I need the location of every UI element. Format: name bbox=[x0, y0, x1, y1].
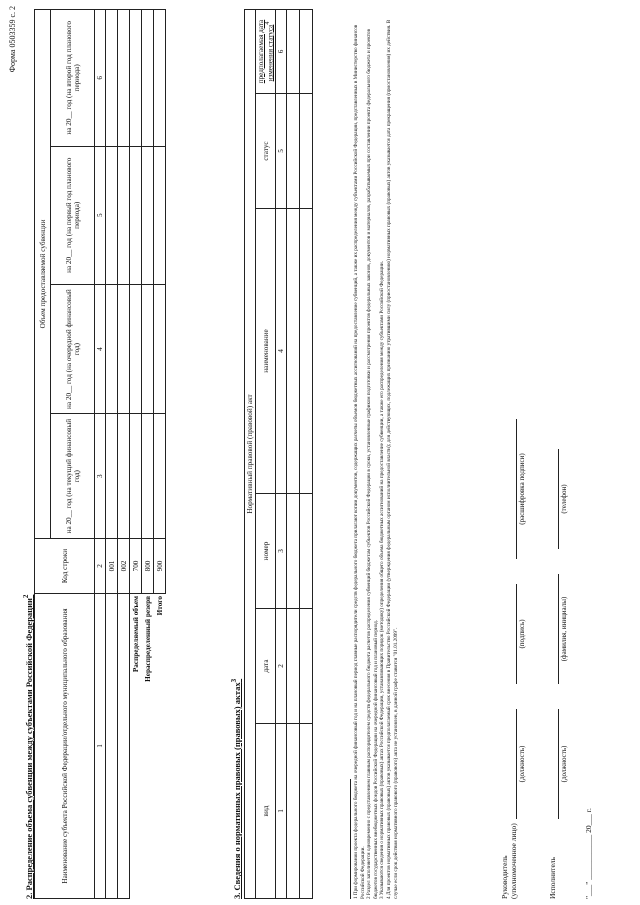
table-row bbox=[130, 10, 142, 899]
cell-empty[interactable] bbox=[142, 414, 154, 539]
table-row bbox=[142, 10, 154, 899]
col-header-code: Код строки bbox=[35, 539, 95, 594]
cell-empty[interactable] bbox=[287, 94, 300, 209]
col-num: 4 bbox=[276, 209, 287, 494]
col-num: 5 bbox=[276, 94, 287, 209]
cell-empty[interactable] bbox=[154, 414, 166, 539]
col-num: 1 bbox=[276, 724, 287, 899]
col-header-year2: на 20__ год (на очередной финансовый год) bbox=[51, 284, 95, 413]
section3-title: 3. Сведения о нормативных правовых (правовых) актах$^3$ bbox=[230, 678, 242, 899]
col-header-group: Нормативный правовой (правовой) акт bbox=[245, 10, 256, 899]
col-num: 3 bbox=[95, 414, 106, 539]
cell-empty[interactable] bbox=[106, 146, 118, 284]
cell-empty[interactable] bbox=[300, 10, 313, 94]
cell-empty[interactable] bbox=[287, 10, 300, 94]
cell-empty[interactable] bbox=[154, 146, 166, 284]
cell-empty[interactable] bbox=[142, 146, 154, 284]
cell-empty[interactable] bbox=[287, 494, 300, 609]
cell-empty[interactable] bbox=[130, 284, 142, 413]
cell-empty[interactable] bbox=[287, 609, 300, 724]
row-code: 700 bbox=[130, 539, 142, 594]
col-num: 6 bbox=[276, 10, 287, 94]
cell-empty[interactable] bbox=[118, 414, 130, 539]
date-line[interactable]: "___" ____________ 20___ г. bbox=[584, 808, 593, 899]
head-label: Руководитель (уполномоченное лицо) bbox=[500, 823, 518, 899]
col-num: 3 bbox=[276, 494, 287, 609]
col-header-year4: на 20__ год (на второй год планового периода) bbox=[51, 10, 95, 147]
col-header-type: вид bbox=[256, 724, 276, 899]
table-row bbox=[118, 10, 130, 899]
cell-empty[interactable] bbox=[300, 609, 313, 724]
col-num: 6 bbox=[95, 10, 106, 147]
section2-title: 2. Распределение объема субвенции между субъектами Российской Федерации$^2$ bbox=[22, 594, 34, 899]
column-number-row bbox=[276, 10, 287, 899]
footnotes bbox=[350, 9, 399, 899]
row-code: 002 bbox=[118, 539, 130, 594]
col-header-name: Наименование субъекта Российской Федерации/отдельного муниципального образования bbox=[35, 594, 95, 899]
cell-empty[interactable] bbox=[130, 414, 142, 539]
cell-empty[interactable] bbox=[300, 94, 313, 209]
caption-signature: (подпись) bbox=[518, 619, 526, 649]
summary-label: Итого bbox=[154, 594, 166, 899]
col-header-number: номер bbox=[256, 494, 276, 609]
cell-empty[interactable] bbox=[118, 284, 130, 413]
row-code: 900 bbox=[154, 539, 166, 594]
col-num: 5 bbox=[95, 146, 106, 284]
head-signature-line[interactable] bbox=[506, 584, 517, 684]
table-row bbox=[154, 10, 166, 899]
form-number: Форма 0503359 с. 2 bbox=[8, 6, 17, 73]
cell-empty[interactable] bbox=[287, 209, 300, 494]
col-header-year1: на 20__ год (на текущий финансовый год) bbox=[51, 414, 95, 539]
col-num: 1 bbox=[95, 594, 106, 899]
footnote-1: 1 При формировании проекта федерального бюджета на очередной финансовый год и на плановый период главные распорядители средств федерального бюджета прилагают копии документов, содержащих расчеты объемов бюджетных ассигнований на предоставление субвенций, а также их распределения между субъектами Российской Федерации, представленных в Министерство финансов Российской Федерации. bbox=[353, 24, 366, 899]
head-position-line[interactable] bbox=[506, 709, 517, 819]
caption-decoding: (расшифровка подписи) bbox=[518, 453, 526, 525]
distribution-table bbox=[34, 9, 166, 899]
caption-position: (должность) bbox=[518, 745, 526, 783]
executor-position-line[interactable] bbox=[548, 709, 559, 819]
cell-empty[interactable] bbox=[130, 146, 142, 284]
footnote-4: 4 Для проектов нормативных правовых (правовых) актов указывается предполагаемый срок внесения в Правительство Российской Федерации (утверждения федеральным органом исполнительной власти); для действующих, подлежащих признанию утратившими силу (приостановлению) нормативных правовых (правовых) актов указывается дата прекращения (приостановления) их действия. В случае если срок действия нормативного правового (правового) акта не установлен, в данной графе ставится "01.01.2099". bbox=[385, 19, 399, 899]
col-header-status: статус bbox=[256, 94, 276, 209]
caption-position: (должность) bbox=[560, 745, 568, 783]
summary-label: Распределяемый объем bbox=[130, 594, 142, 899]
cell-empty[interactable] bbox=[106, 594, 118, 899]
cell-empty[interactable] bbox=[142, 284, 154, 413]
executor-name-line[interactable] bbox=[548, 574, 559, 684]
col-header-volume: Объем предоставляемой субвенции bbox=[35, 10, 51, 539]
cell-empty[interactable] bbox=[130, 10, 142, 147]
executor-label: Исполнитель bbox=[548, 857, 557, 899]
table-row bbox=[106, 10, 118, 899]
cell-empty[interactable] bbox=[118, 146, 130, 284]
table-row bbox=[300, 10, 313, 899]
cell-empty[interactable] bbox=[106, 10, 118, 147]
cell-empty[interactable] bbox=[287, 724, 300, 899]
summary-label: Нераспределенный резерв bbox=[142, 594, 154, 899]
row-code: 001 bbox=[106, 539, 118, 594]
col-header-doc-name: наименование bbox=[256, 209, 276, 494]
cell-empty[interactable] bbox=[154, 10, 166, 147]
col-num: 2 bbox=[276, 609, 287, 724]
cell-empty[interactable] bbox=[300, 724, 313, 899]
cell-empty[interactable] bbox=[106, 414, 118, 539]
cell-empty[interactable] bbox=[118, 10, 130, 147]
caption-phone: (телефон) bbox=[560, 484, 568, 514]
footnote-divider bbox=[350, 779, 351, 899]
footnote-2: 2 Раздел заполняется одновременно с представлением главным распорядителем средств федерального бюджета расчетов распределения субвенций бюджетам субъектов Российской Федерации в сроки, установленные графиком подготовки и рассмотрения проектов федеральных законов, документов и материалов, разрабатываемых при составлении проекта федерального бюджета и проектов бюджетов государственных внебюджетных фондов Российской Федерации на очередной финансовый год и плановый период. bbox=[366, 29, 379, 899]
cell-empty[interactable] bbox=[154, 284, 166, 413]
cell-empty[interactable] bbox=[300, 209, 313, 494]
table-row bbox=[287, 10, 300, 899]
footnote-3: 3 Указываются сведения о нормативных правовых (правовых) актах Российской Федерации, устанавливающих порядок (методику) определения общего объема бюджетных ассигнований на предоставление субвенции, а также его распределения между субъектами Российской Федерации. bbox=[379, 261, 386, 899]
col-header-year3: на 20__ год (на первый год планового периода) bbox=[51, 146, 95, 284]
col-num: 2 bbox=[95, 539, 106, 594]
legal-acts-table bbox=[244, 9, 313, 899]
column-number-row bbox=[95, 10, 106, 899]
col-header-date: дата bbox=[256, 609, 276, 724]
executor-phone-line[interactable] bbox=[548, 449, 559, 549]
col-num: 4 bbox=[95, 284, 106, 413]
cell-empty[interactable] bbox=[300, 494, 313, 609]
cell-empty[interactable] bbox=[118, 594, 130, 899]
cell-empty[interactable] bbox=[106, 284, 118, 413]
row-code: 800 bbox=[142, 539, 154, 594]
col-header-change-date: предполагаемая дата изменения статуса$^4$ bbox=[256, 10, 276, 94]
head-decoding-line[interactable] bbox=[506, 419, 517, 559]
cell-empty[interactable] bbox=[142, 10, 154, 147]
caption-name: (фамилия, инициалы) bbox=[560, 596, 568, 662]
signature-block bbox=[500, 9, 620, 899]
